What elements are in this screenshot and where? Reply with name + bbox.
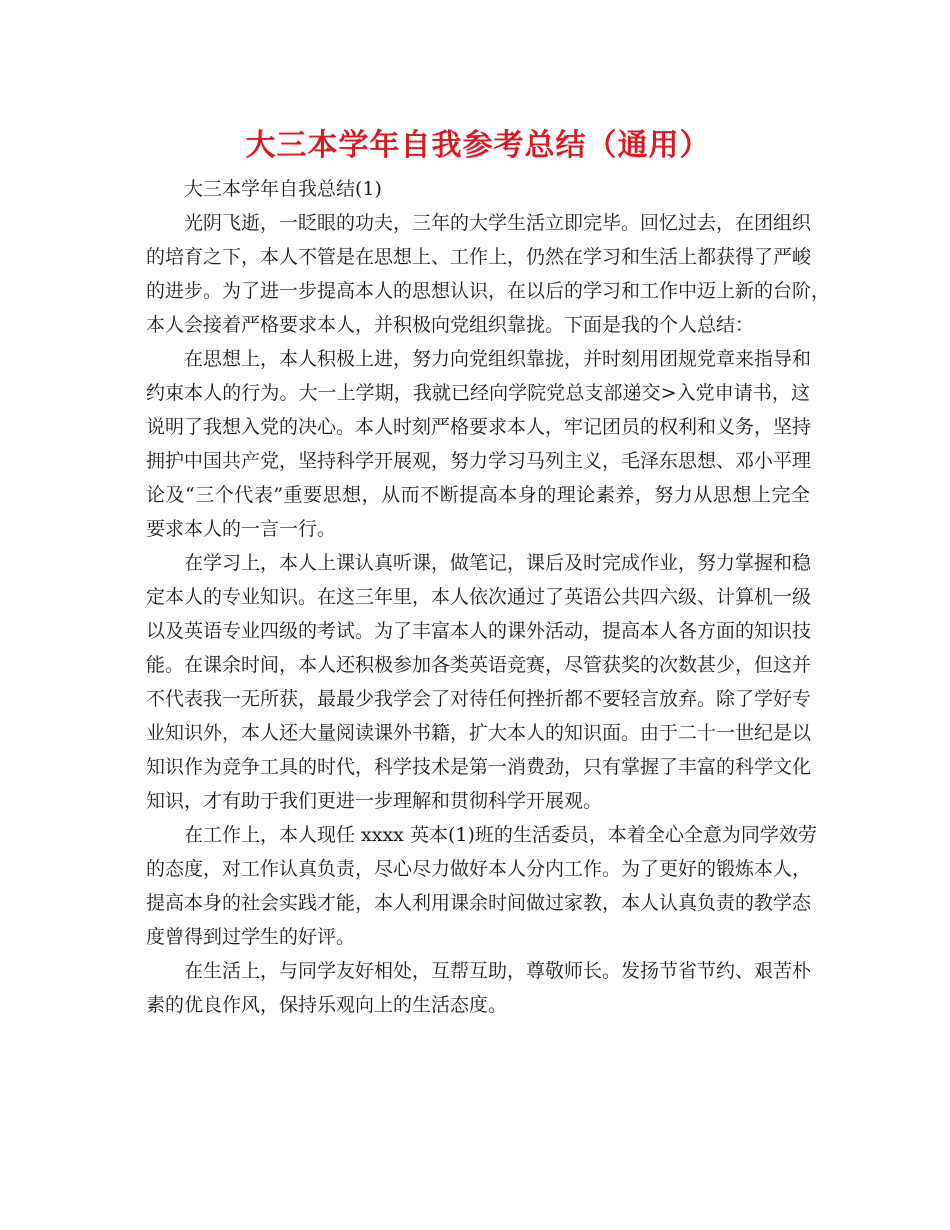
document-body (146, 206, 831, 1022)
paragraph-line: 在工作上，本人现任 xxxx 英本(1)班的生活委员，本着全心全意为同学效劳 (184, 824, 817, 846)
paragraph-line: 说明了我想入党的决心。本人时刻严格要求本人，牢记团员的权利和义务，坚持 (146, 416, 812, 438)
paragraph-line: 知识，才有助于我们更进一步理解和贯彻科学开展观。 (146, 790, 603, 812)
paragraph-line: 的培育之下，本人不管是在思想上、工作上，仍然在学习和生活上都获得了严峻 (146, 246, 812, 268)
document-title: 大三本学年自我参考总结（通用） (245, 128, 711, 163)
paragraph-line: 素的优良作风，保持乐观向上的生活态度。 (146, 994, 508, 1016)
paragraph-line: 光阴飞逝，一眨眼的功夫，三年的大学生活立即完毕。回忆过去，在团组织 (184, 212, 812, 234)
paragraph-line: 的态度，对工作认真负责，尽心尽力做好本人分内工作。为了更好的锻炼本人， (146, 858, 812, 880)
paragraph (146, 954, 810, 1022)
paragraph-line: 约束本人的行为。大一上学期，我就已经向学院党总支部递交>入党申请书，这 (146, 382, 810, 404)
document-page (146, 122, 831, 1022)
paragraph-line: 本人会接着严格要求本人，并积极向党组织靠拢。下面是我的个人总结： (146, 314, 755, 336)
paragraph (146, 546, 810, 818)
paragraph-line: 提高本身的社会实践才能，本人利用课余时间做过家教，本人认真负责的教学态 (146, 892, 812, 914)
paragraph-line: 业知识外，本人还大量阅读课外书籍，扩大本人的知识面。由于二十一世纪是以 (146, 722, 812, 744)
paragraph (146, 342, 810, 546)
paragraph (146, 818, 817, 954)
paragraph-line: 在学习上，本人上课认真听课，做笔记，课后及时完成作业，努力掌握和稳 (184, 552, 812, 574)
paragraph-line: 定本人的专业知识。在这三年里，本人依次通过了英语公共四六级、计算机一级 (146, 586, 812, 608)
paragraph-line: 不代表我一无所获，最最少我学会了对待任何挫折都不要轻言放弃。除了学好专 (146, 688, 812, 710)
paragraph-line: 的进步。为了进一步提高本人的思想认识，在以后的学习和工作中迈上新的台阶， (146, 280, 831, 302)
paragraph-line: 论及“三个代表”重要思想，从而不断提高本身的理论素养，努力从思想上完全 (146, 484, 810, 506)
paragraph-line: 在生活上，与同学友好相处，互帮互助，尊敬师长。发扬节省节约、艰苦朴 (184, 960, 812, 982)
paragraph-line: 以及英语专业四级的考试。为了丰富本人的课外活动，提高本人各方面的知识技 (146, 620, 812, 642)
paragraph (146, 206, 831, 342)
paragraph-line: 在思想上，本人积极上进，努力向党组织靠拢，并时刻用团规党章来指导和 (184, 348, 812, 370)
paragraph-line: 度曾得到过学生的好评。 (146, 926, 356, 948)
paragraph-line: 知识作为竞争工具的时代，科学技术是第一消费劲，只有掌握了丰富的科学文化 (146, 756, 812, 778)
paragraph-line: 能。在课余时间，本人还积极参加各类英语竞赛，尽管获奖的次数甚少，但这并 (146, 654, 812, 676)
document-subtitle: 大三本学年自我总结(1) (184, 178, 382, 200)
paragraph-line: 要求本人的一言一行。 (146, 518, 337, 540)
paragraph-line: 拥护中国共产党，坚持科学开展观，努力学习马列主义，毛泽东思想、邓小平理 (146, 450, 812, 472)
